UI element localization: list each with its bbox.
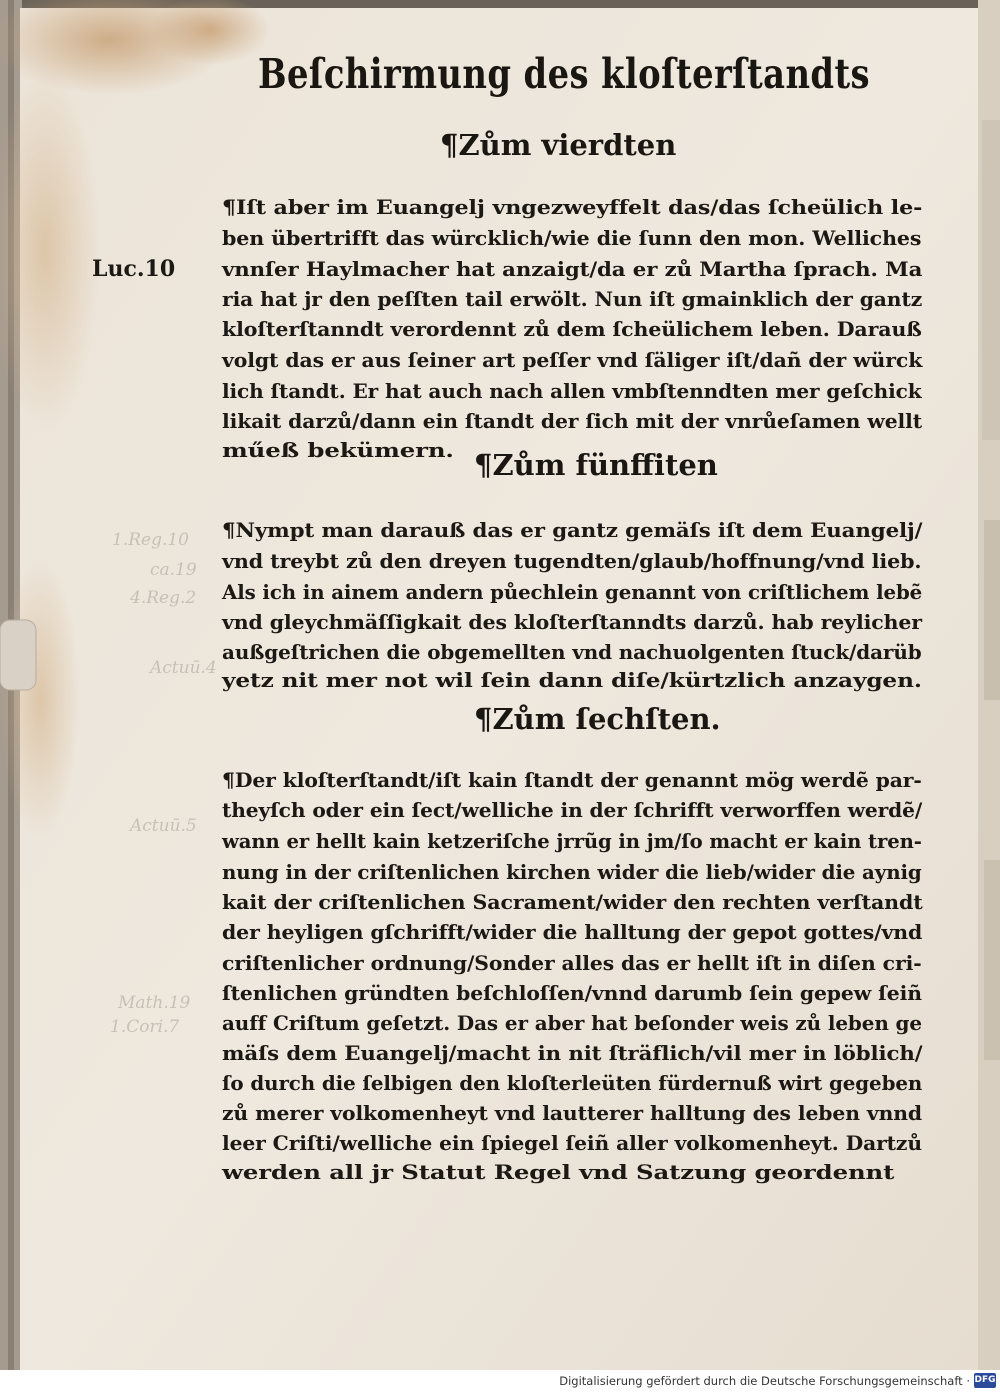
ghost-note: ca.19 bbox=[150, 560, 197, 580]
text-line: ¶Nympt man darauß das er gantz gemäſs iſt dem Euangelj/ bbox=[222, 519, 923, 542]
text-line: werden all jr Statut Regel vnd Satzung geordennt bbox=[222, 1161, 895, 1184]
ghost-note: 4.Reg.2 bbox=[130, 588, 197, 608]
section-heading: ¶Zům fünffiten bbox=[474, 448, 718, 482]
margin-note: Luc.10 bbox=[92, 256, 176, 282]
funding-credit: Digitalisierung gefördert durch die Deutsche Forschungsgemeinschaft · bbox=[559, 1374, 970, 1388]
section-heading: ¶Zům ſechſten. bbox=[474, 702, 721, 736]
text-line: theyſch oder ein ſect/welliche in der ſchrifft verworffen werdẽ/ bbox=[222, 799, 923, 822]
section-heading: ¶Zům vierdten bbox=[440, 128, 677, 162]
ghost-note: 1.Reg.10 bbox=[112, 530, 189, 550]
text-line: auff Criſtum geſetzt. Das er aber hat beſonder weis zů leben ge bbox=[222, 1012, 922, 1035]
text-line: lich ſtandt. Er hat auch nach allen vmbſtenndten mer geſchick bbox=[222, 380, 922, 403]
text-line: likait darzů/dann ein ſtandt der ſich mit der vnrůeſamen wellt bbox=[222, 410, 923, 433]
text-line: yetz nit mer not wil ſein dann diſe/kürtzlich anzaygen. bbox=[222, 669, 922, 692]
text-line: ¶Iſt aber im Euangelj vngezweyffelt das/das ſcheülich le- bbox=[222, 196, 923, 219]
text-line: volgt das er aus ſeiner art peſſer vnd ſäliger iſt/dañ der würck bbox=[222, 349, 923, 372]
text-line: außgeſtrichen die obgemellten vnd nachuolgenten ſtuck/darüb bbox=[222, 641, 922, 664]
text-line: nung in der criſtenlichen kirchen wider die lieb/wider die aynig bbox=[222, 861, 922, 884]
ghost-note: Math.19 bbox=[118, 993, 191, 1013]
text-line: ſtenlichen gründten beſchloſſen/vnnd darumb ſein gepew ſeiñ bbox=[222, 982, 922, 1005]
text-line: ¶Der kloſterſtandt/iſt kain ſtandt der genannt mög werdẽ par- bbox=[222, 769, 922, 792]
text-line: zů merer volkomenheyt vnd lautterer halltung des leben vnnd bbox=[222, 1102, 923, 1125]
running-head: Beſchirmung des kloſterſtandts bbox=[258, 50, 870, 98]
text-line: mäſs dem Euangelj/macht in nit ſträflich/vil mer in löblich/ bbox=[222, 1042, 923, 1065]
text-line: ria hat jr den peſſten tail erwölt. Nun iſt gmainklich der gantz bbox=[222, 288, 923, 311]
text-line: kait der criſtenlichen Sacrament/wider den rechten verſtandt bbox=[222, 891, 923, 914]
text-line: Als ich in ainem andern půechlein genannt von criſtlichem lebẽ bbox=[222, 581, 923, 604]
text-line: vnd gleychmäſſigkait des kloſterſtanndts darzů. hab reylicher bbox=[222, 611, 922, 634]
text-line: criſtenlicher ordnung/Sonder alles das er hellt iſt in diſen cri- bbox=[222, 952, 922, 975]
footer-bar bbox=[0, 1370, 1000, 1393]
text-line: ſo durch die ſelbigen den kloſterleüten fürdernuß wirt gegeben bbox=[222, 1072, 923, 1095]
dfg-logo: DFG bbox=[974, 1373, 996, 1388]
ghost-note: Actuū.4 bbox=[150, 658, 217, 678]
text-line: vnnſer Haylmacher hat anzaigt/da er zů Martha ſprach. Ma bbox=[222, 258, 923, 281]
ghost-note: Actuū.5 bbox=[130, 816, 197, 836]
text-line: der heyligen gſchrifft/wider die halltung der gepot gottes/vnd bbox=[222, 921, 923, 944]
text-line: ben übertrifft das würcklich/wie die ſunn den mon. Welliches bbox=[222, 227, 922, 250]
text-line: műeß bekümern. bbox=[222, 439, 454, 462]
ghost-note: 1.Cori.7 bbox=[110, 1017, 180, 1037]
text-line: wann er hellt kain ketzeriſche jrrũg in jm/ſo macht er kain tren- bbox=[222, 830, 922, 853]
text-line: vnd treybt zů den dreyen tugendten/glaub/hoffnung/vnd lieb. bbox=[222, 550, 922, 573]
text-line: kloſterſtanndt verordennt zů dem ſcheülichem leben. Darauß bbox=[222, 318, 922, 341]
text-line: leer Criſti/welliche ein ſpiegel ſeiñ aller volkomenheyt. Dartzů bbox=[222, 1132, 922, 1155]
